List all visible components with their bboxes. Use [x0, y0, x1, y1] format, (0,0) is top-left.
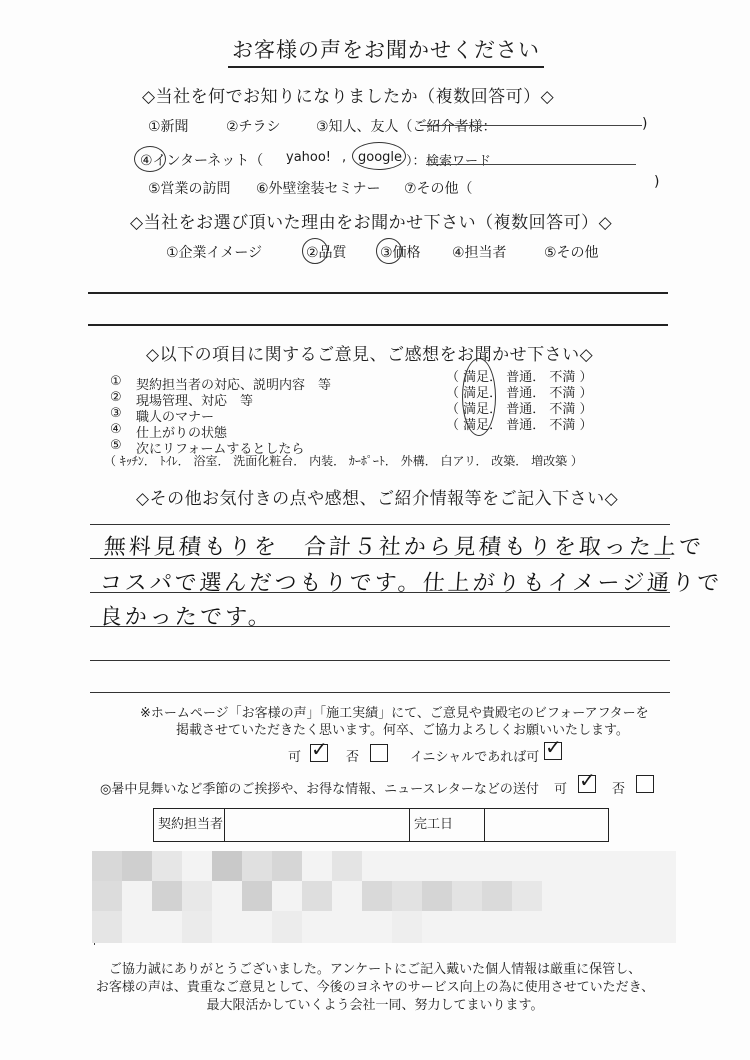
- q1-option-visit[interactable]: ⑤営業の訪問: [148, 181, 231, 197]
- satisfied-circle: [462, 358, 496, 436]
- checkmark-icon: ✓: [311, 737, 328, 761]
- consent-text-2: 掲載させていただきたく思います。何卒、ご協力よろしくお願いいたします。: [176, 723, 629, 738]
- q1-row3-close: ): [654, 174, 660, 190]
- q2-option-image[interactable]: ①企業イメージ: [166, 245, 263, 261]
- done-date-field[interactable]: [485, 809, 607, 841]
- q2-heading: ◇当社をお選び頂いた理由をお聞かせ下さい（複数回答可）◇: [130, 213, 613, 233]
- consent-hi-label: 否: [346, 750, 360, 765]
- consent-ka-label: 可: [288, 750, 302, 765]
- q1-option-google: google: [358, 150, 403, 165]
- referrer-underline: [420, 125, 642, 126]
- q1-row1-close: ): [642, 116, 648, 132]
- divider: [88, 292, 668, 294]
- done-date-label: 完工日: [410, 809, 485, 841]
- staff-field[interactable]: [225, 809, 410, 841]
- staff-table: [153, 808, 609, 842]
- footer-line-2: お客様の声は、貴重なご意見として、今後のヨネヤのサービス向上の為に使用させていただき、: [95, 980, 655, 995]
- q2-option-staff[interactable]: ④担当者: [452, 245, 507, 261]
- consent-hi-checkbox[interactable]: [370, 744, 388, 762]
- comment-line: [90, 524, 670, 525]
- handwritten-comment-line-2: コスパで選んだつもりです。仕上がりもイメージ通りで: [98, 571, 723, 596]
- q1-option-seminar[interactable]: ⑥外壁塗装セミナー: [256, 181, 381, 197]
- q3-item-2-num: ②: [110, 390, 122, 405]
- checkmark-icon: ✓: [545, 735, 562, 759]
- handwritten-comment-line-3: 良かったです。: [98, 605, 274, 630]
- divider: [88, 324, 668, 326]
- footer-line-1: ご協力誠にありがとうございました。アンケートにご記入戴いた個人情報は厳重に保管し、: [108, 962, 642, 977]
- q3-item-4-num: ④: [110, 422, 122, 437]
- handwritten-comment-line-1: 無料見積もりを 合計５社から見積もりを取った上で: [102, 535, 705, 560]
- mail-hi-label: 否: [612, 782, 626, 797]
- q4-heading: ◇その他お気付きの点や感想、ご紹介情報等をご記入下さい◇: [136, 489, 619, 509]
- q3-item-1-label: 契約担当者の対応、説明内容 等: [136, 378, 332, 393]
- redacted-info-area: [92, 851, 676, 943]
- q1-option-internet[interactable]: ④インターネット（: [140, 153, 264, 169]
- mail-hi-checkbox[interactable]: [636, 775, 654, 793]
- mail-consent-text: ◎暑中見舞いなど季節のご挨拶や、お得な情報、ニュースレターなどの送付: [100, 782, 539, 797]
- q1-option-friend[interactable]: ③知人、友人（ご紹介者様：: [316, 119, 497, 135]
- q2-option-other[interactable]: ⑤その他: [544, 245, 599, 261]
- q3-item-1-num: ①: [110, 374, 122, 389]
- page-title: お客様の声をお聞かせください: [228, 34, 544, 68]
- q1-row2-suffix: ）：: [406, 154, 426, 169]
- q3-item-3-rating[interactable]: （ 満足． 普通． 不満 ）: [446, 402, 593, 417]
- initial-label: イニシャルであれば可: [410, 750, 540, 765]
- comment-line: [90, 660, 670, 661]
- staff-label: 契約担当者: [154, 809, 225, 841]
- keyword-underline: [426, 164, 636, 165]
- q3-heading: ◇以下の項目に関するご意見、ご感想をお聞かせ下さい◇: [146, 345, 594, 365]
- q1-option-other[interactable]: ⑦その他（: [404, 181, 473, 197]
- q3-item-4-label: 仕上がりの状態: [136, 426, 228, 441]
- comment-line: [90, 692, 670, 693]
- q3-item-3-label: 職人のマナー: [136, 410, 215, 425]
- q3-item-1-rating[interactable]: （ 満足． 普通． 不満 ）: [446, 370, 593, 385]
- q2-option-quality[interactable]: ②品質: [306, 245, 347, 261]
- survey-page: お客様の声をお聞かせください ◇当社を何でお知りになりましたか（複数回答可）◇ ①新聞 ②チラシ ③知人、友人（ご紹介者様： ) ④インターネット（ yahoo! , google ）： 検索ワード ⑤営業の訪問 ⑥外壁塗装セミナー ⑦その他（ ) ◇当社をお選び頂いた理由をお聞かせ下さい（複数回答可）◇ ①企業イメージ ②品質 ③価格 ④担当者 ⑤その他 ◇以下の項目に関するご意見、ご感想をお聞かせ下さい◇ ① 契約担当者の対応、説明内容 等 （ 満足． 普通． 不満 ） ② 現場管理、対応 等 （ 満足． 普通． 不満 ） ③ 職人のマナー （ 満足． 普通． 不満 ） ④ 仕上がりの状態 （ 満足． 普通． 不満 ） ⑤ 次にリフォームするとしたら （ ｷｯﾁﾝ． ﾄｲﾚ． 浴室． 洗面化粧台． 内装． ｶｰﾎﾟｰﾄ． 外構． 白アリ． 改築． 増改築 ） ◇その他お気付きの点や感想、ご紹介情報等をご記入下さい◇ 無料見積もりを 合計５社から見積もりを取った上で コスパで選んだつもりです。仕上がりもイメージ通りで 良かったです。 ※ホームページ「お客様の声」「施工実績」にて、ご意見や貴殿宅のビフォーアフターを 掲載させていただきたく思います。何卒、ご協力よろしくお願いいたします。 可 ✓ 否 イニシャルであれば可 ✓ ◎暑中見舞いなど季節のご挨拶や、お得な情報、ニュースレターなどの送付 可 ✓ 否 契約担当者 完工日 ご協力誠にありがとうございました。アンケートにご記入戴いた個人情報は厳重に保管し、 お客様の声は、貴重なご意見として、今後のヨネヤのサービス向上の為に使用させていただき、 最大限活かしていくよう会社一同、努力してまいります。: [0, 0, 750, 1060]
- consent-text-1: ※ホームページ「お客様の声」「施工実績」にて、ご意見や貴殿宅のビフォーアフターを: [140, 706, 649, 721]
- checkmark-icon: ✓: [579, 768, 596, 792]
- q3-reform-options[interactable]: （ ｷｯﾁﾝ． ﾄｲﾚ． 浴室． 洗面化粧台． 内装． ｶｰﾎﾟｰﾄ． 外構． 白アリ． 改築． 増改築 ）: [104, 454, 583, 468]
- q3-item-5-label: 次にリフォームするとしたら: [136, 442, 305, 457]
- q3-item-3-num: ③: [110, 406, 122, 421]
- search-keyword-label: 検索ワード: [426, 154, 492, 169]
- q2-option-price[interactable]: ③価格: [380, 245, 421, 261]
- q3-item-4-rating[interactable]: （ 満足． 普通． 不満 ）: [446, 418, 593, 433]
- q3-item-2-label: 現場管理、対応 等: [136, 394, 254, 409]
- q1-option-newspaper[interactable]: ①新聞: [148, 119, 189, 135]
- q3-item-2-rating[interactable]: （ 満足． 普通． 不満 ）: [446, 386, 593, 401]
- footer-line-3: 最大限活かしていくよう会社一同、努力してまいります。: [206, 998, 544, 1013]
- mail-ka-label: 可: [554, 782, 568, 797]
- q1-option-flyer[interactable]: ②チラシ: [226, 119, 281, 135]
- q1-option-yahoo: yahoo!: [286, 150, 332, 165]
- q1-heading: ◇当社を何でお知りになりましたか（複数回答可）◇: [142, 87, 555, 107]
- q3-item-5-num: ⑤: [110, 438, 122, 453]
